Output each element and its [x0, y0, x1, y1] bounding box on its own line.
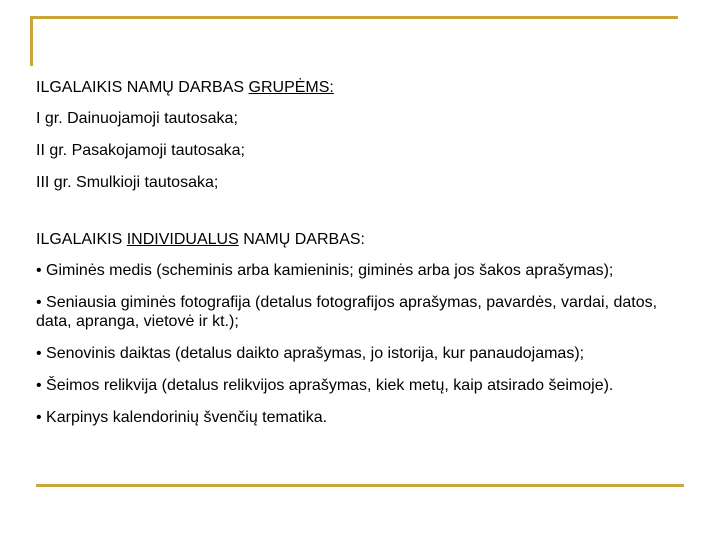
group-heading-underlined: GRUPĖMS: — [248, 79, 334, 96]
bullet-item: • Šeimos relikvija (detalus relikvijos aprašymas, kiek metų, kaip atsirado šeimoje). — [36, 377, 614, 394]
slide-content — [36, 78, 696, 427]
bullet-item: • Karpinys kalendorinių švenčių tematika. — [36, 409, 328, 426]
group-heading-text: ILGALAIKIS NAMŲ DARBAS — [36, 79, 249, 96]
bottom-accent-bar — [36, 484, 684, 487]
individual-heading-text: ILGALAIKIS — [36, 231, 127, 248]
left-accent-bar — [30, 16, 33, 66]
bullet-item: • Senovinis daiktas (detalus daikto aprašymas, jo istorija, kur panaudojamas); — [36, 345, 585, 362]
group-item: III gr. Smulkioji tautosaka; — [36, 174, 219, 191]
bullet-item: • Seniausia giminės fotografija (detalus fotografijos aprašymas, pavardės, vardai, datos, data, apranga, vietovė ir kt.); — [36, 294, 658, 330]
individual-heading-text-end: NAMŲ DARBAS: — [238, 231, 365, 248]
group-heading — [36, 78, 696, 97]
top-accent-bar — [30, 16, 678, 19]
individual-heading-underlined: INDIVIDUALUS — [126, 231, 239, 248]
bullet-item: • Giminės medis (scheminis arba kamieninis; giminės arba jos šakos aprašymas); — [36, 262, 614, 279]
group-item: I gr. Dainuojamoji tautosaka; — [36, 110, 238, 127]
group-item: II gr. Pasakojamoji tautosaka; — [36, 142, 245, 159]
individual-heading — [36, 230, 696, 249]
